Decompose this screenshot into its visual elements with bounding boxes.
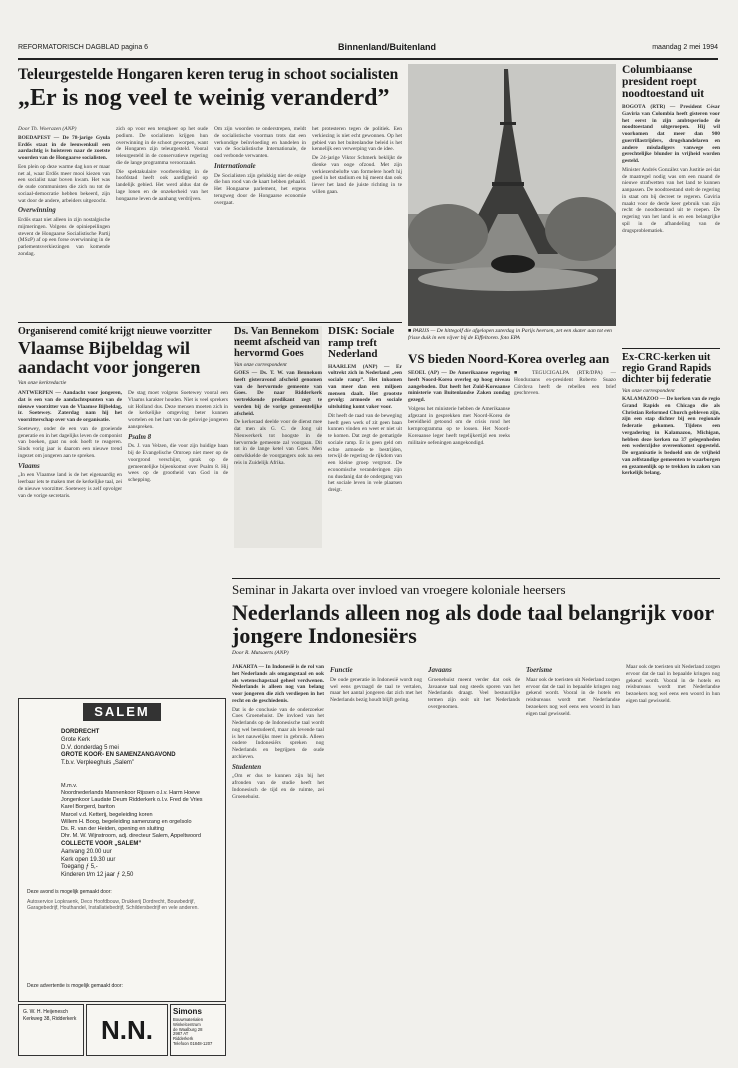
colombia-article <box>622 64 720 326</box>
seminar-col-4 <box>526 664 620 1049</box>
bible-body-2: „In een Vlaamse land is de het eigenaardig en leerbaar iets te maken met de kerkelijke taal, zei de nieuwe voorzitter. Soetewey is zelf opvolger van de vorige secretaris. <box>18 472 122 499</box>
colombia-lead: BOGOTÁ (RTR) — President César Gaviria van Colombia heeft gisteren voor het eerst in zijn ambtsperiode de noodtoestand uitgeroepen. Hij wil voorkomen dat meer dan 900 guerrillastrijders, drugshandelaren en andere misdadigers vanwege een gerechtelijke blunder in vrijheid worden gesteld. <box>622 104 720 165</box>
salem-collecte: COLLECTE VOOR „SALEM” <box>61 841 142 847</box>
colombia-headline: Columbiaanse president roept noodtoestand uit <box>622 64 705 101</box>
photo-caption-block <box>408 328 616 342</box>
excrk-headline: Ex-CRC-kerken uit regio Grand Rapids dichter bij federatie <box>622 352 712 386</box>
hungary-body-5: Om zijn woorden te onderstrepen, meldt de socialistische voorman trots dat een verkondige beïnvloeding en handelen in van de Socialistische Internationale, de oud verbonde verwanten. <box>214 126 306 159</box>
nn-text: N.N. <box>101 1015 153 1045</box>
bible-article <box>18 326 228 386</box>
simons-line: Ridderkerk <box>173 1036 194 1042</box>
seminar-headline: Nederlands alleen nog als dode taal belangrijk voor jongere Indonesiërs <box>232 600 714 649</box>
bible-col2: De stag moet volgens Soetewey vooral een Vlaams karakter houden. Niet is veel sprekers uit Holland dus. Deze mensen moeten zich in de kerkelijke omgeving beter kunnen wortelen en het hart van de gelovige jongeren aanspreken. <box>128 390 228 430</box>
seminar-body-3: De oude generatie in Indonesië wordt nog wel eens gevraagd de taal te vertalen, maar het aantal jongeren dat zich met het Nederlands bezig houdt blijft gering. <box>330 676 422 703</box>
salem-performer: Ds. R. van der Heiden, opening en sluiting <box>61 825 165 832</box>
salem-event: GROTE KOOR- EN SAMENZANGAVOND <box>61 752 176 759</box>
seminar-col-3 <box>428 664 520 1049</box>
seminar-col-1 <box>232 664 324 1049</box>
korea-lead: SEOEL (AP) — De Amerikaanse regering heeft Noord-Korea overleg op hoog niveau aangeboden. Dat heeft het Zuid-Koreaanse ministerie van Buitenlandse Zaken zondag gezegd. <box>408 370 510 403</box>
salem-time: Kinderen t/m 12 jaar ƒ 2,50 <box>61 872 134 879</box>
bible-byline: Van onze kerkredactie <box>18 379 67 386</box>
paper-name: REFORMATORISCH DAGBLAD pagina 6 <box>18 44 149 51</box>
excrk-body: KALAMAZOO — De kerken van de regio Grand Rapids en Chicago die als Christian Reformed Church gebleven zijn, zijn een stap dichter bij een regionale federatie gekomen. Tijdens een vergadering in Kalamazoo, Michigan, hebben deze kerken na 37 gelegenheden een wederzijdse overeenkomst opgesteld. De organisatie is bedoeld om de vrijheid van zelfstandige gemeenten te waarborgen en gezamenlijk op te trekken in zaken van kerkelijk belang. <box>622 396 720 477</box>
bible-kicker: Organiserend comité krijgt nieuwe voorzitter <box>18 326 212 337</box>
korea-headline: VS bieden Noord-Korea overleg aan <box>408 351 610 366</box>
seminar-byline: Door R. Mutsaerts (ANP) <box>232 650 289 657</box>
hungary-article <box>18 66 402 111</box>
paris-photo <box>408 64 616 326</box>
bible-sub-2: Psalm 8 <box>128 432 152 441</box>
seminar-col-5 <box>626 664 720 1049</box>
nn-ad <box>86 1004 168 1056</box>
helper-name: G. W. H. Heijenesch <box>23 1009 69 1015</box>
seminar-sub-3: Javaans <box>428 666 452 674</box>
bible-lead: ANTWERPEN — Aandacht voor jongeren, dat is een van de aandachtspunten van de nieuwe voorzitter van de Vlaamse Bijbeldag, ir. Soetewey. Zaterdag nam hij het voorzitterschap over van de organisatie. <box>18 390 122 423</box>
disk-body: Dit heeft de raad van de beweging heeft geen werk of zit geen baan kunnen vinden en weet er niet uit te komen. Dat zegt de gematigde sociale ramp. Er is geen geld om echte armoede te bestrijden, terwijl de regering de rijkdom van een kleine groep vergroot. De economische veranderingen zijn nu dusdanig dat de ondergang van het sociale leven in vele plaatsen dreigt. <box>328 412 402 494</box>
excrk-article <box>622 352 720 596</box>
salem-performer: Willem H. Boog, begeleiding samenzang en orgelsolo <box>61 818 192 825</box>
hungary-col-3 <box>214 126 306 316</box>
simons-line: de Waalburg 28 <box>173 1026 203 1032</box>
hungary-body-7: het protesteren tegen de politiek. Een verkiezing is niet echt gewonnen. Op het gebied van het buitenlandse beleid is het kennelijk een verwerping van de idee. <box>312 126 402 153</box>
hungary-lead: BOEDAPEST — De 78-jarige Gyula Erdős staat in de leeuwenkuil een aardachtig is hoisteren naar de zoetste woorden van de Hongaarse socialisten. <box>18 134 110 162</box>
seminar-body-4: Groenehuist meent verder dat ook de Javaanse taal nog steeds sporen van het Nederlands draagt. Veel bestuurlijke termen zijn ooit uit het Nederlands overgenomen. <box>428 676 520 710</box>
hungary-body-6: De Socialisten zijn gelukkig niet de enige die hun rood van de kaart hebben gehaald. Het Hongaarse parlement, het ergens terugweg door de Hongaarse economie overgaat. <box>214 172 306 206</box>
salem-performer: Noordnederlands Mannenkoor Rijssen o.l.v. Harm Hoeve <box>61 790 200 797</box>
seminar-body-5b: Maar ook de toeristen uit Nederland zorgen ervoor dat de taal in bepaalde kringen nog gekend wordt. Vooral in de hotels en reisbureaus wordt met Nederlandse bezoekers nog wel eens een woord in hun eigen taal gewisseld. <box>626 664 720 704</box>
korea-col-1 <box>408 370 510 570</box>
disk-lead: HAARLEM (ANP) — Er voltrekt zich in Nederland „een sociale ramp”. Het inkomen van meer dan een miljoen mensen daalt. Het grootste gevolg: armoede en sociale uitsluiting komt vaker voor. <box>328 363 402 411</box>
hungary-kicker: Teleurgestelde Hongaren keren terug in schoot socialisten <box>18 66 399 83</box>
divider <box>232 578 720 579</box>
salem-logo: SALEM <box>83 703 161 721</box>
hungary-col-4 <box>312 126 402 316</box>
seminar-lead: JAKARTA — In Indonesië is de rol van het Nederlands als omgangstaal en ook als wetenschapstaal geheel verdwenen. Nederlands is alleen nog van belang voor jongeren die zich verdiepen in het recht en de geschiedenis. <box>232 664 324 704</box>
korea-col-2 <box>514 370 616 570</box>
bible-body: Soetewey, onder de een van de groeiende generatie en in het dagelijks leven de componist van boeken, gaat nu ook hoeft te reageren. Sinds vorig jaar is daarom een nieuwe trend ingezet om jongeren aan te spreken. <box>18 425 122 459</box>
helper-address: Kerkweg 38, Ridderkerk <box>23 1015 77 1022</box>
salem-advertisement <box>18 698 226 1002</box>
section-name: Binnenland/Buitenland <box>338 42 436 52</box>
excrk-byline: Van onze correspondent <box>622 388 675 395</box>
bible-col-2 <box>128 390 228 568</box>
salem-note: Deze avond is mogelijk gemaakt door: <box>27 889 112 895</box>
hungary-body-4: Die spektakulaire voorbereiding in de hoofdstad heeft ook aardigheid op landelijk gebied. Het werd aldus dat de lage lonen en de onzekerheid van het hongaarse leven de aanhang verdrijven. <box>116 168 208 202</box>
hungary-sub-1: Overwinning <box>18 206 56 215</box>
benekom-lead: GOES — Ds. T. W. van Bennekom heeft gisteravond afscheid genomen van de hervormde gemeente van Goes. De naar Ridderkerk vertrekkende predikant zegt te worden bij de vorige gemeentelijke afscheid. <box>234 370 322 417</box>
korea-caption: ■ TEGUCIGALPA (RTR/DPA) — Honduraans ex-president Roberto Suazo Córdova heeft de rebellen een brief geschreven. <box>514 370 616 397</box>
hungary-body-8: De 24-jarige Viktor Schmerk beklijkt de dienke van ooge ofzoud. Met zijn verkiezersbelofte van formelere hoeft hij goed in het stadium en hij meent dan ook liever het land de juiste richting in te willen gaan. <box>312 155 402 195</box>
divider <box>18 322 402 323</box>
benekom-headline: Ds. Van Bennekom neemt afscheid van hervormd Goes <box>234 326 320 360</box>
salem-footer: Deze advertentie is mogelijk gemaakt door: <box>27 983 123 989</box>
seminar-article <box>232 582 720 656</box>
salem-mmv: M.m.v. <box>61 783 78 789</box>
hungary-body-2: Erdős staat niet alleen in zijn nostalgische mijmeringen. Volgens de opiniepeilingen stevent de Hongaarse Socialistische Partij (MSzP) af op een forse overwinning in de parlementsverkiezingen van komende zondag. <box>18 217 110 257</box>
simons-ad <box>170 1004 226 1056</box>
simons-line: Winkelcentrum <box>173 1021 201 1027</box>
photo-caption: ■ PARIJS — De hittegolf die afgelopen zaterdag in Parijs heersen, zet een skater aan tot een frisse duik in een vijver bij de Eiffeltoren. <box>408 328 612 341</box>
salem-time: Kerk open 19.30 uur <box>61 856 116 863</box>
benekom-body: De kerkeraad deelde voor de dienst mee dat men als G. C. de Jong uit Nieuwerkerk tot hoogste in de hervormde gemeente zal voorgaan. Dit tot in de lange ketel van Goes. Men ontwikkelde de voorgangers ook na een reis in Zuidelijk Afrika. <box>234 419 322 466</box>
hungary-col-2 <box>116 126 208 316</box>
eiffel-tower-image <box>408 64 616 326</box>
seminar-kicker: Seminar in Jakarta over invloed van vroegere koloniale heersers <box>232 582 566 597</box>
bible-sub-1: Vlaams <box>18 461 40 470</box>
hungary-headline: „Er is nog veel te weinig veranderd” <box>18 85 390 111</box>
salem-city: DORDRECHT <box>61 729 100 735</box>
salem-church: Grote Kerk <box>61 736 91 743</box>
korea-body: Volgens het ministerie hebben de Amerikaanse afgezant in gesprekken met Noord-Korea de bereidheid getoond om de crisis rond het kernprogramma op te lossen. Het Noord-Koreaanse leger heeft tegelijkertijd een reeks militaire oefeningen aangekondigd. <box>408 405 510 446</box>
hungary-col-1 <box>18 126 110 316</box>
seminar-sub-1: Studenten <box>232 762 262 771</box>
simons-line: Telefoon 01848-1207 <box>173 1041 213 1047</box>
disk-article <box>328 326 402 576</box>
hungary-sub-2: Internationale <box>214 161 256 170</box>
colombia-body: Minister Andrés González van Justitie zei dat de maatregel nodig was om een maand de nieuwe strafwetten van het land te kunnen aanpassen. De noodtoestand stelt de regering in staat om bij decreet te regeren. Gaviria maakt voor de derde keer gebruik van zijn recht de noodtoestand uit te roepen. De regering van het land is en een belangrijke spil in de afhandeling van de drugsproblematiek. <box>622 166 720 234</box>
salem-time: Toegang ƒ 5,- <box>61 864 98 871</box>
hungary-byline: Door Th. Woerazen (ANP) <box>18 126 77 132</box>
salem-sponsors: Autoservice Lopkraenk, Deco Hoofdbouw, Drukkerij Dordrecht, Bouwbedrijf, Garagebedrijf, Houthandel, Installatiebedrijf, Schildersbedrijf en vele anderen. <box>27 898 199 911</box>
seminar-sub-4: Toerisme <box>526 666 553 674</box>
seminar-body-2: „Om er dus te kunnen zijn bij het afronden van de studie heeft het Indonesisch de tijd en de ruimte, zei Groenehuist. <box>232 773 324 800</box>
disk-headline: DISK: Sociale ramp treft Nederland <box>328 325 395 361</box>
issue-date: maandag 2 mei 1994 <box>652 44 718 51</box>
photo-credit: foto EPA <box>500 334 520 341</box>
salem-performer: Marcel v.d. Ketterij, begeleiding koren <box>61 811 153 818</box>
bible-headline: Vlaamse Bijbeldag wil aandacht voor jongeren <box>18 338 201 377</box>
helper-ad <box>18 1004 84 1056</box>
hungary-body-1: Een plein op deze warme dag kon er maar net al, waar Erdős meer mooi kiezen van een socialist naar boven kwam. Het was de oude communisten die zich nu tot de sociaal-democratie hebben bekeerd, zijn wat door de andere, arbeiders uitgezocht. <box>18 163 110 204</box>
korea-article <box>408 352 616 366</box>
simons-name: Simons <box>173 1007 202 1016</box>
salem-performer: Karel Borgerd, bariton <box>61 804 115 811</box>
benekom-byline: Van onze correspondent <box>234 362 287 369</box>
salem-org: T.b.v. Verpleeghuis „Salem” <box>61 760 134 767</box>
divider <box>622 348 720 349</box>
bible-col-1 <box>18 390 122 568</box>
salem-performer: Dhr. M. W. Wijnstroom, adj. directeur Salem, Appeltwoord <box>61 832 201 839</box>
bible-col2b: Ds. J. van Velzen, die voor zijn huidige baan bij de Evangelische Omroep niet meer op de voorgrond verschijnt, sprak op de gemeentelijke bijeenkomst over Psalm 8. Hij wees op de grootheid van God in de schepping. <box>128 443 228 483</box>
benekom-article <box>234 326 322 548</box>
seminar-body: Dat is de conclusie van de onderzoeker Coes Groenehuist. De invloed van het Nederlands op de Indonesische taal wordt nog wel bestudeerd, maar als levende taal is het nauwelijks meer in gebruik. Alleen oudere Indonesiërs spreken nog Nederlands en begrijpen de oude archieven. <box>232 706 324 760</box>
simons-sub: Bouwmaterialen <box>173 1017 204 1022</box>
seminar-sub-2: Functie <box>330 666 353 674</box>
salem-date: D.V. donderdag 5 mei <box>61 744 119 751</box>
hungary-body-3: zich op voor een terugkeer op het oude podium. De socialisten krijgen hun overwinning in de schoot geworpen, want de Hongaren zijn teleurgesteld. Vooral teleurgesteld in de conservatieve regering die de lange programma veroorzaakt. <box>116 126 208 166</box>
simons-line: 2987 AT <box>173 1031 189 1037</box>
seminar-col-2 <box>330 664 422 1049</box>
seminar-body-5: Maar ook de toeristen uit Nederland zorgen ervoor dat de taal in bepaalde kringen nog gekend wordt. Vooral in de hotels en reisbureaus wordt met Nederlandse bezoekers nog wel eens een woord in hun eigen taal gewisseld. <box>526 676 620 717</box>
salem-performer: Jongenkoor Laudate Deum Ridderkerk o.l.v. Fred de Vries <box>61 797 203 804</box>
page-header <box>18 40 718 60</box>
salem-time: Aanvang 20.00 uur <box>61 848 112 855</box>
